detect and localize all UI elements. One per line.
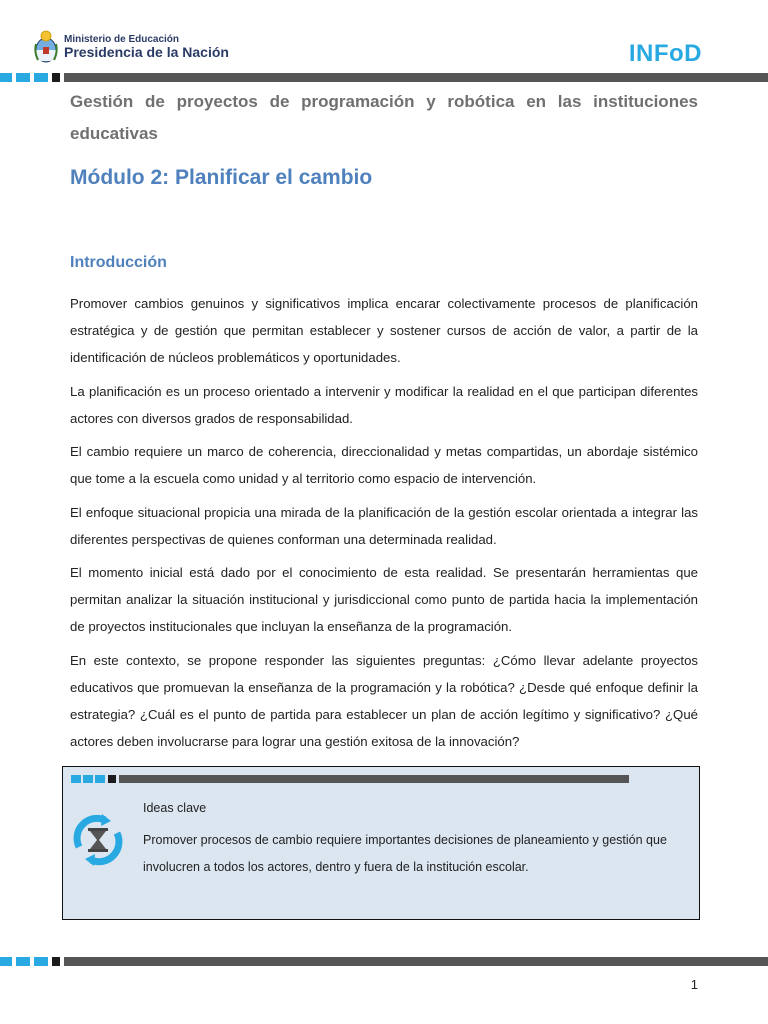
presidency-name: Presidencia de la Nación <box>64 44 229 60</box>
paragraph: Promover cambios genuinos y significativos implica encarar colectivamente procesos de planificación estratégica y de gestión que permitan establecer y sostener cursos de acción de valor, a partir de la identificación de núcleos problemáticos y oportunidades. <box>70 296 698 365</box>
national-seal-icon <box>34 30 58 64</box>
header-divider <box>0 73 768 83</box>
footer-divider <box>0 957 768 967</box>
introduction-body <box>70 290 698 761</box>
paragraph: El enfoque situacional propicia una mirada de la planificación de la gestión escolar orientada a integrar las diferentes perspectivas de quienes conforman una determinada realidad. <box>70 504 698 547</box>
infod-logo: INFoD <box>628 40 702 67</box>
section-title: Introducción <box>70 254 167 271</box>
key-ideas-text: Promover procesos de cambio requiere importantes decisiones de planeamiento y gestión que involucren a todos los actores, dentro y fuera de la institución escolar. <box>143 833 667 874</box>
course-title: Gestión de proyectos de programación y robótica en las instituciones educativas <box>70 92 698 143</box>
ministry-logo <box>34 30 229 64</box>
paragraph: El momento inicial está dado por el conocimiento de esta realidad. Se presentarán herramientas que permitan analizar la situación institucional y jurisdiccional como punto de partida hacia la implementación de proyectos institucionales que incluyan la enseñanza de la programación. <box>70 565 698 634</box>
ministry-name: Ministerio de Educación <box>64 34 180 45</box>
paragraph: La planificación es un proceso orientado a intervenir y modificar la realidad en el que participan diferentes actores con diversos grados de responsabilidad. <box>70 383 698 426</box>
box-divider <box>71 775 631 785</box>
paragraph: En este contexto, se propone responder las siguientes preguntas: ¿Cómo llevar adelante proyectos educativos que promuevan la enseñanza de la programación y la robótica? ¿Desde qué enfoque definir la estrategia? ¿Cuál es el punto de partida para establecer un plan de acción legítimo y significativo? ¿Qué actores deben involucrarse para lograr una gestión exitosa de la innovación? <box>70 652 698 749</box>
paragraph: El cambio requiere un marco de coherencia, direccionalidad y metas compartidas, un abordaje sistémico que tome a la escuela como unidad y al territorio como espacio de intervención. <box>70 444 698 486</box>
key-ideas-heading: Ideas clave <box>143 801 207 815</box>
key-ideas-box <box>62 766 700 920</box>
module-title: Módulo 2: Planificar el cambio <box>70 166 373 189</box>
page-number: 1 <box>690 977 698 992</box>
page-header <box>0 0 768 90</box>
hourglass-cycle-icon <box>69 811 127 869</box>
